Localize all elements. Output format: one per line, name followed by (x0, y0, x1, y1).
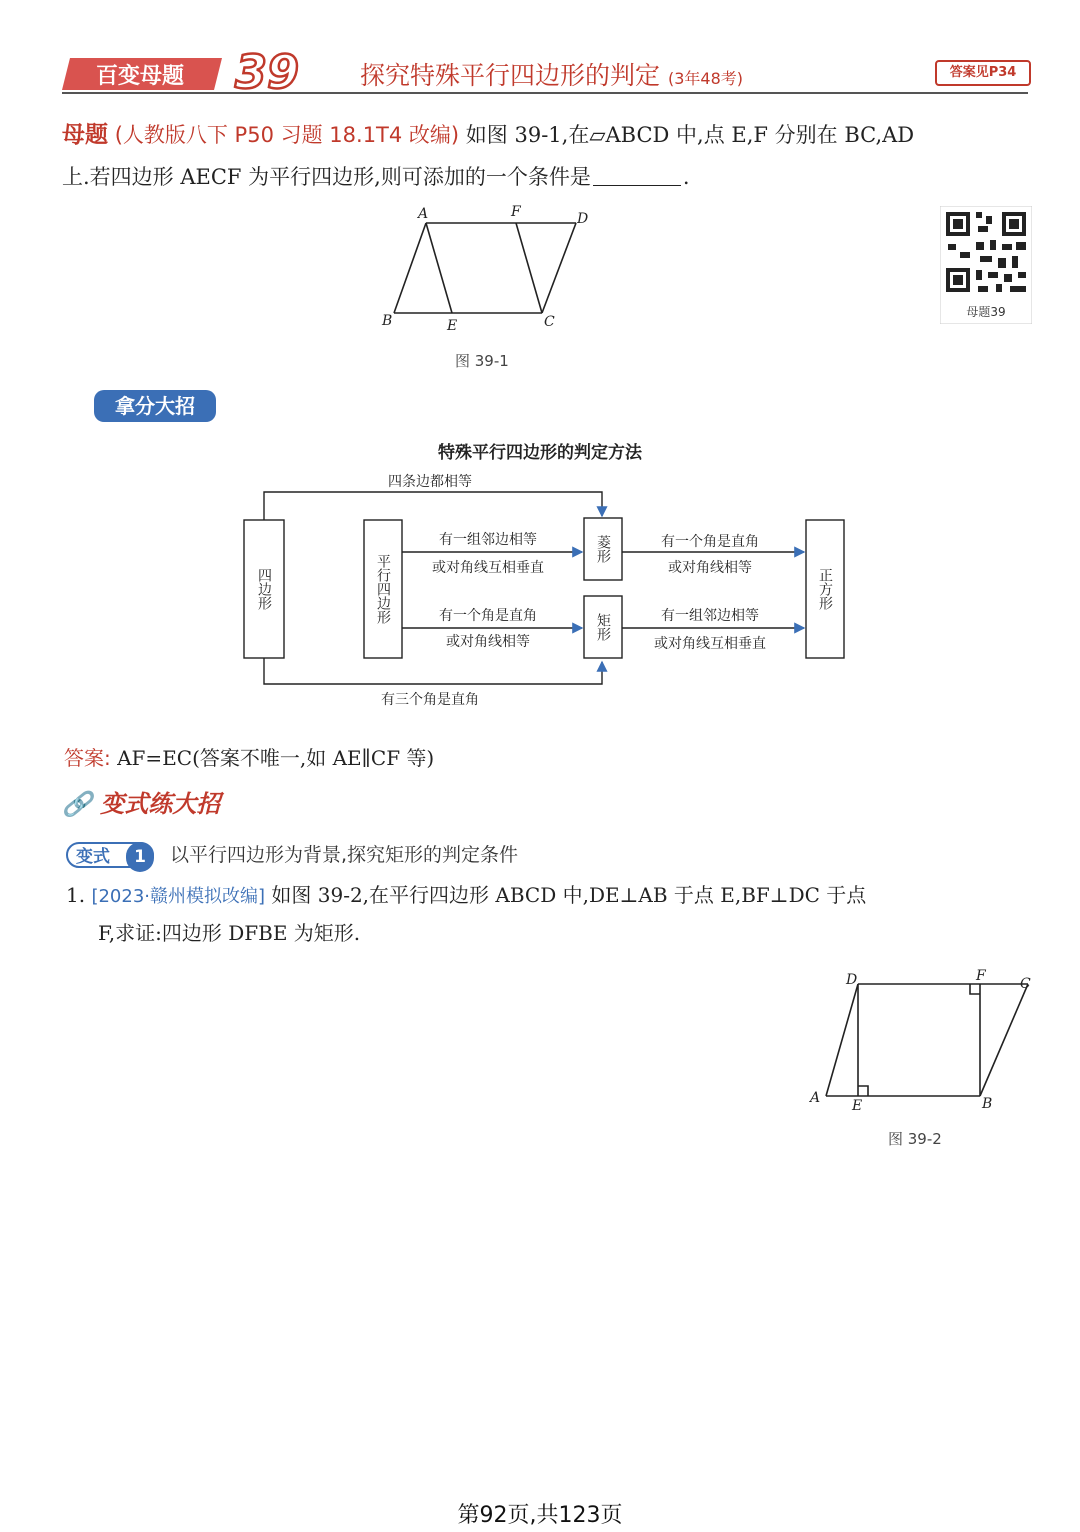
label2-B: B (982, 1096, 993, 1112)
figure-39-2-caption: 图 39-2 (888, 1130, 942, 1148)
header-rule (62, 92, 1028, 94)
label-re2sq-1: 有一组邻边相等 (661, 608, 759, 624)
variant-section-text: 变式练大招 (100, 790, 221, 818)
text-square: 正方形 (817, 568, 833, 610)
question-text1: 如图 39-2,在平行四边形 ABCD 中,DE⊥AB 于点 E,BF⊥DC 于点 (271, 883, 867, 907)
figure-39-1-caption: 图 39-1 (455, 352, 509, 370)
mother-problem-text2: 上.若四边形 AECF 为平行四边形,则可添加的一个条件是 (62, 165, 591, 189)
label-re2sq-2: 或对角线互相垂直 (654, 636, 766, 652)
text-rhombus: 菱形 (595, 535, 611, 563)
label-rh2sq-1: 有一个角是直角 (661, 534, 759, 550)
series-text: 百变母题 (95, 64, 185, 89)
label-E: E (447, 318, 458, 334)
section-title-text: 探究特殊平行四边形的判定 (360, 61, 661, 90)
label2-D: D (846, 972, 858, 988)
text-rectangle: 矩形 (595, 613, 611, 641)
variant-section-title (62, 784, 220, 819)
section-title (360, 56, 743, 92)
question-source: [2023·赣州模拟改编] (91, 886, 266, 907)
mother-problem-source: (人教版八下 P50 习题 18.1T4 改编) (114, 123, 460, 147)
figure-39-2 (800, 962, 1040, 1122)
label-C: C (544, 314, 555, 330)
series-badge (62, 52, 320, 92)
page-footer: 第92页,共123页 (457, 1503, 623, 1528)
label-bottom-path: 有三个角是直角 (381, 692, 479, 708)
exam-count: (3年48考) (667, 69, 743, 88)
period: . (682, 165, 690, 189)
flowchart-title: 特殊平行四边形的判定方法 (438, 443, 642, 463)
label2-C: C (1020, 976, 1031, 992)
label-top-path: 四条边都相等 (388, 474, 472, 490)
mother-problem-line1 (62, 114, 914, 156)
label-rh2sq-2: 或对角线相等 (668, 560, 752, 576)
arrow-top-path (264, 492, 602, 520)
answer-label: 答案: (64, 746, 111, 770)
tips-badge: 拿分大招 (94, 390, 216, 422)
label-p2re-2: 或对角线相等 (446, 634, 530, 650)
mother-problem-label: 母题 (62, 122, 108, 148)
label2-A: A (810, 1090, 821, 1106)
label-A: A (418, 206, 429, 222)
question-number: 1. (66, 883, 86, 907)
label-B: B (382, 313, 393, 329)
text-quadrilateral: 四边形 (256, 568, 272, 610)
flowchart (240, 462, 850, 712)
answer-line (64, 742, 434, 771)
mother-problem-line2 (62, 156, 690, 198)
label2-F: F (976, 968, 986, 984)
qr-caption: 母题39 (966, 305, 1006, 319)
variant-tag-number: 1 (126, 842, 154, 872)
variant-question-line2: F,求证:四边形 DFBE 为矩形. (98, 921, 361, 945)
label-p2re-1: 有一个角是直角 (439, 608, 537, 624)
arrow-bottom-path (264, 658, 602, 684)
text-parallelogram: 平行四边形 (375, 554, 391, 624)
series-number: 39 (234, 52, 300, 92)
label-p2rh-1: 有一组邻边相等 (439, 532, 537, 548)
label-F: F (511, 204, 521, 220)
variant-tag (66, 842, 154, 868)
link-icon: 🔗 (62, 790, 92, 818)
variant-description: 以平行四边形为背景,探究矩形的判定条件 (170, 844, 519, 866)
answer-ref-badge: 答案见P34 (935, 60, 1031, 86)
variant-tag-text: 变式 (76, 847, 110, 867)
figure-39-1 (380, 200, 600, 340)
label-p2rh-2: 或对角线互相垂直 (432, 560, 544, 576)
qr-code-icon[interactable] (940, 206, 1032, 324)
label2-E: E (852, 1098, 863, 1114)
answer-blank[interactable] (593, 163, 681, 186)
answer-text: AF=EC(答案不唯一,如 AE∥CF 等) (117, 746, 435, 770)
mother-problem-text1: 如图 39-1,在▱ABCD 中,点 E,F 分别在 BC,AD (465, 123, 915, 147)
label-D: D (577, 211, 589, 227)
